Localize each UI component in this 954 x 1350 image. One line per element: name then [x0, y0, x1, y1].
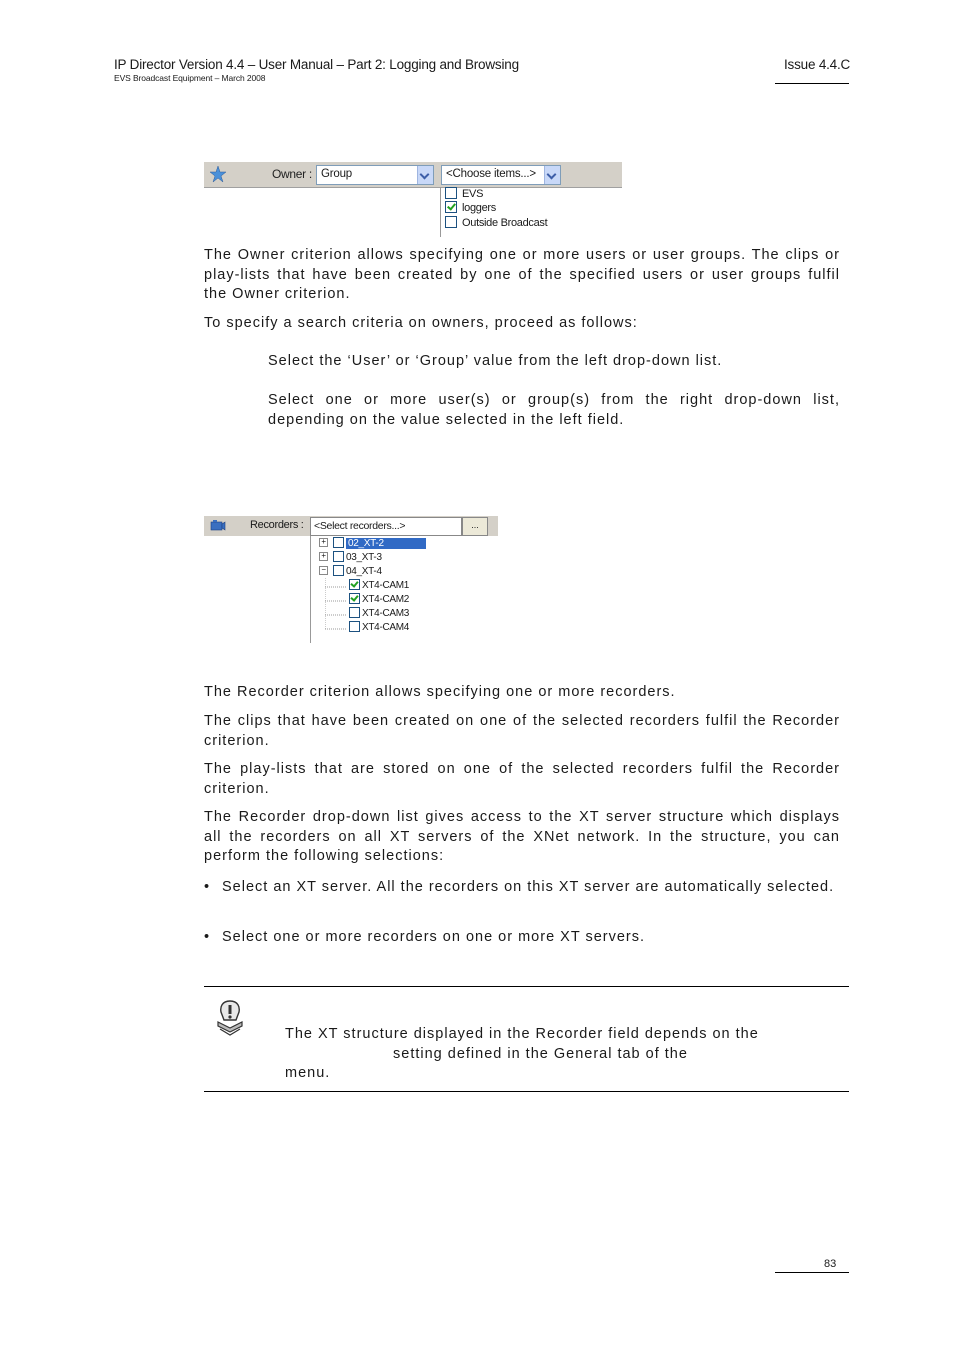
owner-label: Owner : [272, 167, 312, 181]
recorder-description: The Recorder criterion allows specifying one or more recorders. [204, 684, 676, 700]
checkbox[interactable] [333, 551, 344, 562]
list-item: • Select an XT server. All the recorders on this XT server are automatically selected. [204, 878, 840, 898]
owner-step-2: Select one or more user(s) or group(s) from the right drop-down list, depending on the value selected in the left field. [268, 392, 840, 428]
recorder-clips-rule: The clips that have been created on one of the selected recorders fulfil the Recorder criterion. [204, 713, 840, 749]
chevron-down-icon[interactable] [544, 166, 560, 184]
note-line-3: menu. [285, 1065, 331, 1081]
expand-icon[interactable]: + [319, 552, 328, 561]
issue-label: Issue 4.4.C [784, 57, 851, 72]
tree-connector-lines [325, 578, 351, 634]
list-item: • Select one or more recorders on one or more XT servers. [204, 928, 840, 948]
tree-node-xt3[interactable] [319, 552, 382, 565]
recorder-criterion-bar [204, 516, 498, 536]
recorders-browse-button[interactable]: ... [462, 517, 488, 536]
collapse-icon[interactable]: − [319, 566, 328, 575]
note-top-rule [204, 986, 849, 987]
recorders-field-value: <Select recorders...> [314, 520, 406, 532]
checkbox[interactable] [333, 537, 344, 548]
tree-node-label: 03_XT-3 [346, 552, 382, 564]
tree-node-xt4-cam2[interactable] [349, 594, 409, 607]
owner-option-outside-broadcast[interactable]: Outside Broadcast [445, 217, 547, 231]
document-title: IP Director Version 4.4 – User Manual – Part 2: Logging and Browsing [114, 57, 519, 72]
tree-node-xt2[interactable] [319, 538, 426, 551]
chevron-down-icon[interactable] [417, 166, 433, 184]
note-warning-icon [212, 998, 248, 1038]
recorder-playlists-rule: The play-lists that are stored on one of the selected recorders fulfil the Recorder criterion. [204, 761, 840, 797]
tree-node-label: XT4-CAM4 [362, 622, 410, 634]
owner-description: The Owner criterion allows specifying one or more users or user groups. The clips or play-lists that have been created by one of the specified users or user groups fulfil the Owner criterion. [204, 247, 840, 302]
note-bottom-rule [204, 1091, 849, 1092]
recorder-camera-icon [210, 519, 226, 532]
checkbox[interactable] [445, 216, 457, 228]
note-line-1: The XT structure displayed in the Recorder field depends on the [285, 1026, 759, 1042]
recorders-field[interactable] [310, 517, 462, 536]
owner-option-evs[interactable]: EVS [445, 188, 483, 202]
footer-rule [775, 1272, 849, 1273]
owner-step-1: Select the ‘User’ or ‘Group’ value from the left drop-down list. [268, 353, 723, 369]
tree-node-xt4-cam4[interactable] [349, 622, 409, 635]
note-text [285, 1025, 805, 1084]
owner-star-icon [210, 165, 226, 183]
owner-type-value: Group [321, 168, 352, 180]
tree-node-label: XT4-CAM1 [362, 580, 410, 592]
owner-option-loggers[interactable]: loggers [445, 202, 496, 216]
page-number: 83 [824, 1258, 837, 1270]
checkbox-checked[interactable] [445, 201, 457, 213]
owner-items-dropdown[interactable] [441, 165, 561, 185]
note-line-2: setting defined in the General tab of the [393, 1045, 688, 1062]
bullet-icon: • [204, 929, 211, 945]
document-subtitle: EVS Broadcast Equipment – March 2008 [114, 73, 266, 83]
tree-node-xt4-cam3[interactable] [349, 608, 409, 621]
tree-node-label: 02_XT-2 [346, 538, 426, 549]
checkbox[interactable] [333, 565, 344, 576]
recorder-structure-info: The Recorder drop-down list gives access to the XT server structure which displays all the recorders on all XT servers of the XNet network. In the structure, you can perform the following selections: [204, 809, 840, 864]
tree-node-label: 04_XT-4 [346, 566, 382, 578]
bullet-icon: • [204, 879, 211, 895]
recorders-label: Recorders : [250, 519, 304, 531]
owner-procedure-intro: To specify a search criteria on owners, proceed as follows: [204, 315, 638, 331]
tree-node-xt4-cam1[interactable] [349, 580, 409, 593]
tree-node-label: XT4-CAM3 [362, 608, 410, 620]
tree-node-label: XT4-CAM2 [362, 594, 410, 606]
header-rule [775, 83, 849, 84]
owner-type-dropdown[interactable] [316, 165, 434, 185]
checkbox[interactable] [445, 187, 457, 199]
owner-options-list [440, 187, 561, 237]
expand-icon[interactable]: + [319, 538, 328, 547]
owner-criterion-bar [204, 162, 622, 188]
recorder-tree [310, 536, 499, 643]
owner-items-value: <Choose items...> [446, 168, 536, 180]
